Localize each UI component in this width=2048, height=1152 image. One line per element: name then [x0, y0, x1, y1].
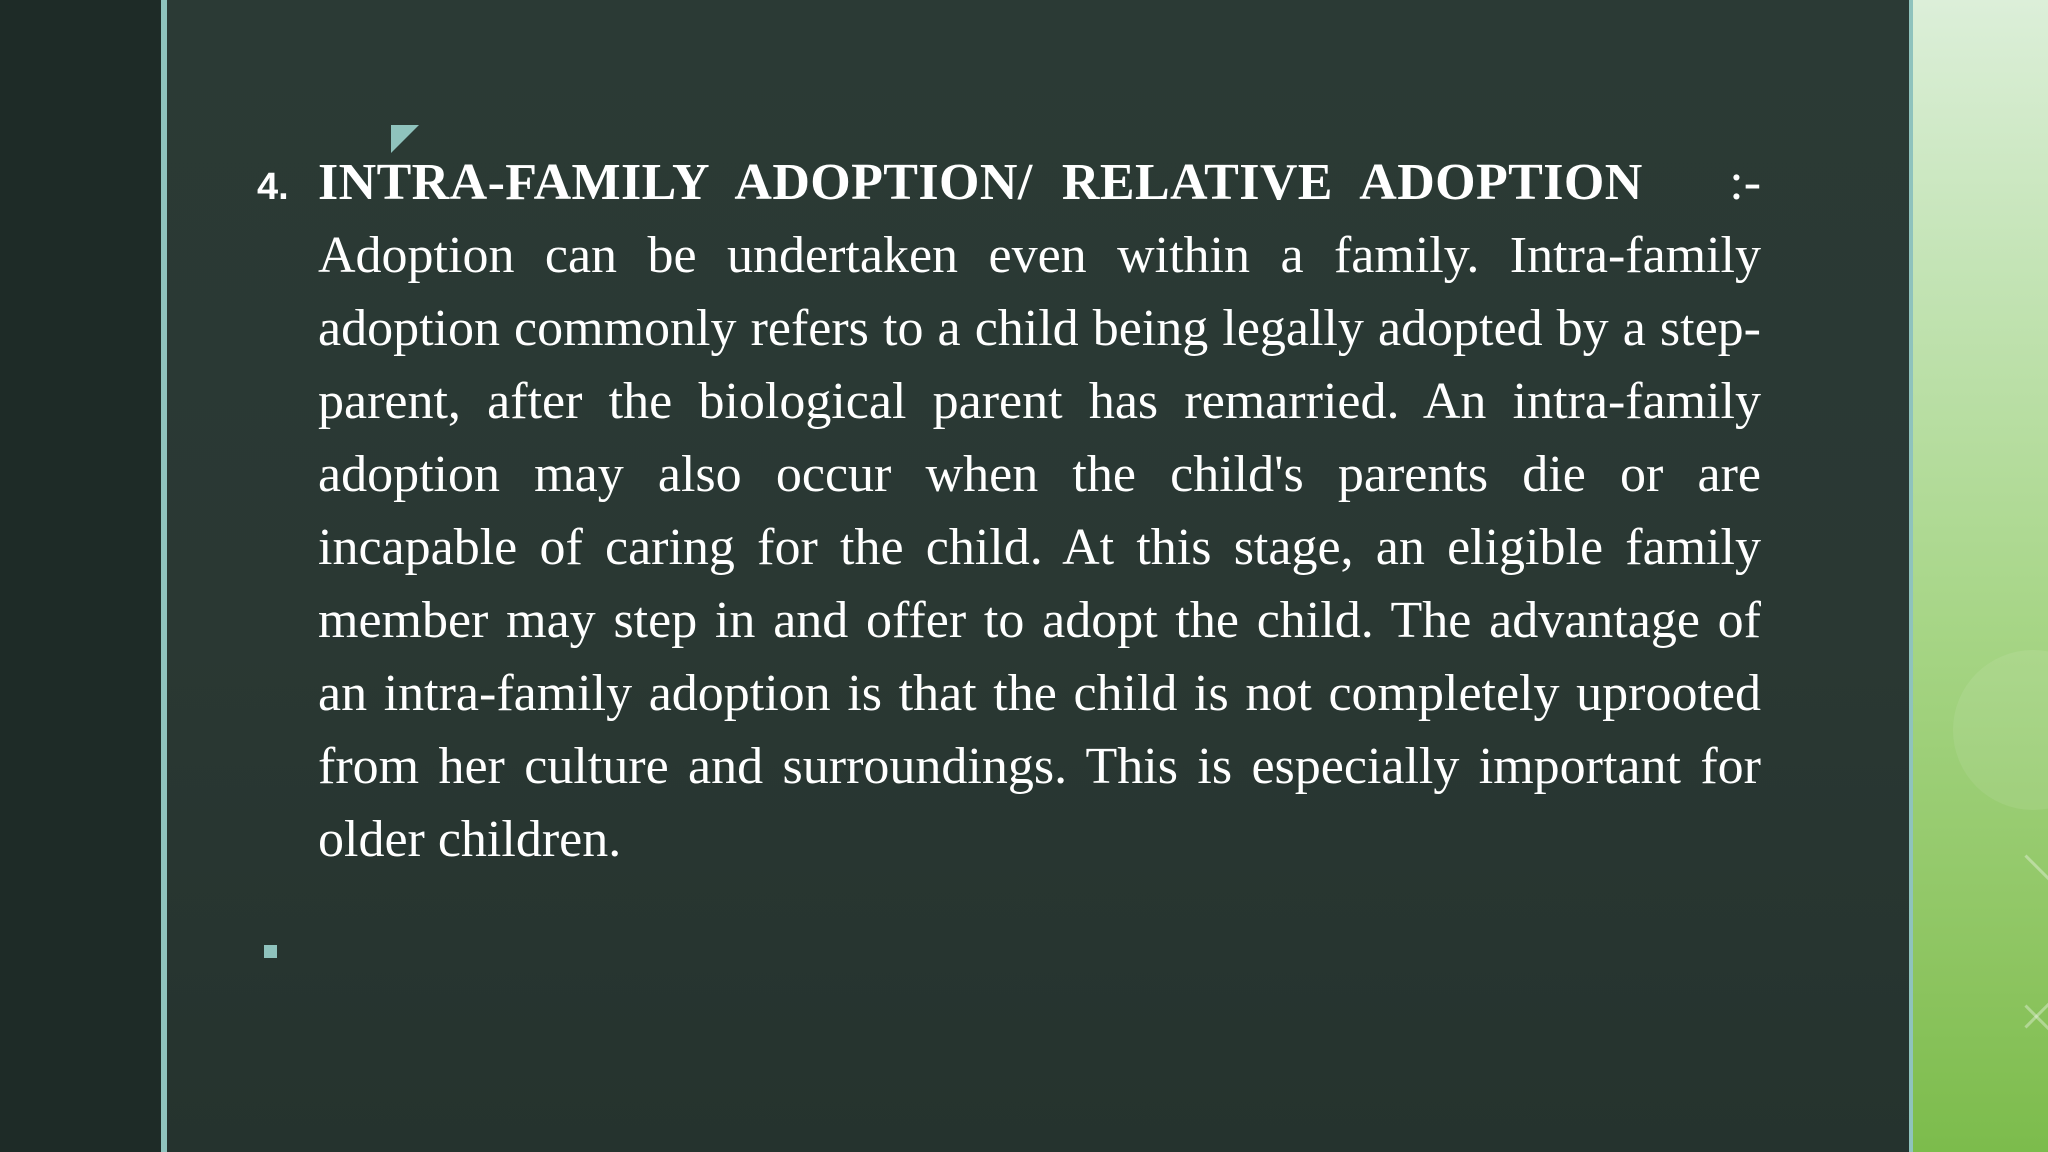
- right-decorative-panel: [1913, 0, 2048, 1152]
- slide-text-block: [318, 146, 1761, 876]
- left-margin-band: [0, 0, 161, 1152]
- heading-suffix: [1672, 154, 1761, 211]
- decorative-circle: [1953, 650, 2048, 810]
- body-paragraph: Adoption can be undertaken even within a family. Intra-family adoption commonly refers to a child being legally adopted by a step-parent, after the biological parent has remarried. An intra-family adoption may also occur when the child's parents die or are incapable of caring for the child. At this stage, an eligible family member may step in and offer to adopt the child. The advantage of an intra-family adoption is that the child is not completely uprooted from her culture and surroundings. This is especially important for older children.: [318, 227, 1761, 868]
- square-bullet-icon: [264, 945, 277, 958]
- chevron-decoration-icon: [1940, 1005, 2048, 1152]
- chevron-decoration-icon: [1940, 855, 2048, 1029]
- list-item-number: 4.: [257, 166, 289, 208]
- heading-suffix-text: :-: [1729, 154, 1762, 211]
- section-heading: INTRA-FAMILY ADOPTION/ RELATIVE ADOPTION: [318, 154, 1643, 211]
